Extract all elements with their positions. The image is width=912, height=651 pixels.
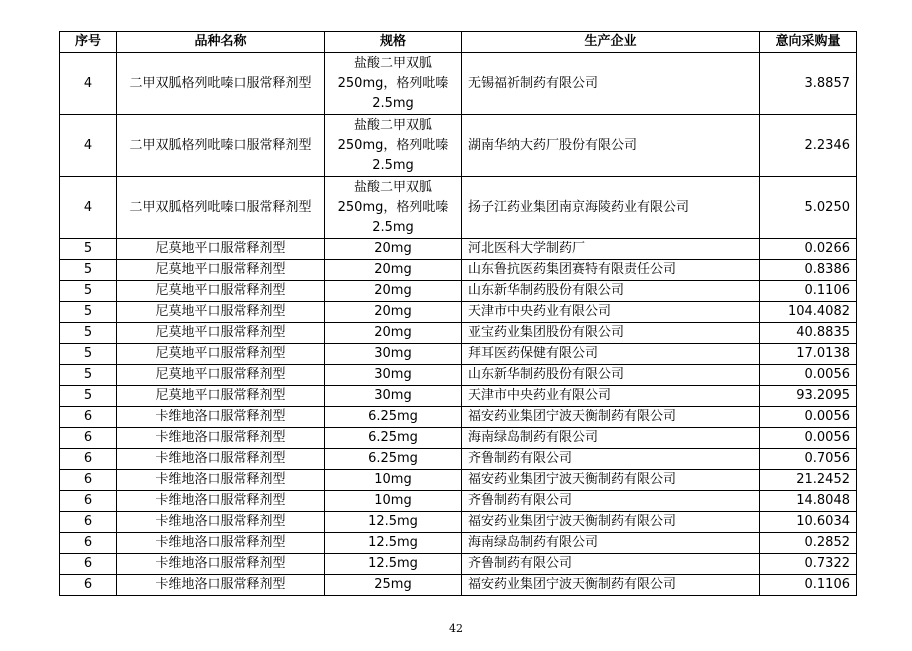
cell-product-name: 尼莫地平口服常释剂型 bbox=[117, 260, 325, 281]
table-row bbox=[60, 554, 857, 575]
cell-company: 福安药业集团宁波天衡制药有限公司 bbox=[462, 470, 760, 491]
page-number: 42 bbox=[449, 622, 463, 635]
cell-company: 湖南华纳大药厂股份有限公司 bbox=[462, 115, 760, 177]
cell-serial: 6 bbox=[60, 407, 117, 428]
cell-product-name: 尼莫地平口服常释剂型 bbox=[117, 365, 325, 386]
table-row bbox=[60, 365, 857, 386]
header-quantity: 意向采购量 bbox=[760, 32, 857, 53]
cell-spec: 10mg bbox=[325, 470, 462, 491]
cell-quantity: 104.4082 bbox=[760, 302, 857, 323]
cell-quantity: 0.1106 bbox=[760, 281, 857, 302]
cell-serial: 5 bbox=[60, 386, 117, 407]
cell-spec: 20mg bbox=[325, 260, 462, 281]
cell-product-name: 卡维地洛口服常释剂型 bbox=[117, 449, 325, 470]
cell-quantity: 93.2095 bbox=[760, 386, 857, 407]
cell-company: 亚宝药业集团股份有限公司 bbox=[462, 323, 760, 344]
cell-product-name: 尼莫地平口服常释剂型 bbox=[117, 302, 325, 323]
cell-spec: 盐酸二甲双胍250mg，格列吡嗪2.5mg bbox=[325, 177, 462, 239]
table-row bbox=[60, 239, 857, 260]
cell-company: 海南绿岛制药有限公司 bbox=[462, 533, 760, 554]
cell-serial: 4 bbox=[60, 177, 117, 239]
table-row bbox=[60, 512, 857, 533]
cell-serial: 5 bbox=[60, 239, 117, 260]
cell-quantity: 0.7322 bbox=[760, 554, 857, 575]
cell-serial: 4 bbox=[60, 115, 117, 177]
table-row bbox=[60, 386, 857, 407]
cell-quantity: 0.0056 bbox=[760, 428, 857, 449]
cell-spec: 盐酸二甲双胍250mg，格列吡嗪2.5mg bbox=[325, 115, 462, 177]
cell-company: 山东新华制药股份有限公司 bbox=[462, 281, 760, 302]
cell-company: 山东新华制药股份有限公司 bbox=[462, 365, 760, 386]
cell-company: 齐鲁制药有限公司 bbox=[462, 449, 760, 470]
cell-serial: 5 bbox=[60, 344, 117, 365]
cell-product-name: 卡维地洛口服常释剂型 bbox=[117, 533, 325, 554]
cell-quantity: 0.8386 bbox=[760, 260, 857, 281]
cell-product-name: 尼莫地平口服常释剂型 bbox=[117, 344, 325, 365]
cell-product-name: 二甲双胍格列吡嗪口服常释剂型 bbox=[117, 53, 325, 115]
cell-spec: 盐酸二甲双胍250mg，格列吡嗪2.5mg bbox=[325, 53, 462, 115]
cell-quantity: 0.1106 bbox=[760, 575, 857, 596]
cell-product-name: 尼莫地平口服常释剂型 bbox=[117, 323, 325, 344]
cell-product-name: 尼莫地平口服常释剂型 bbox=[117, 281, 325, 302]
cell-quantity: 0.0266 bbox=[760, 239, 857, 260]
cell-spec: 30mg bbox=[325, 365, 462, 386]
cell-company: 福安药业集团宁波天衡制药有限公司 bbox=[462, 407, 760, 428]
cell-serial: 6 bbox=[60, 428, 117, 449]
cell-spec: 25mg bbox=[325, 575, 462, 596]
cell-company: 无锡福祈制药有限公司 bbox=[462, 53, 760, 115]
table-row bbox=[60, 260, 857, 281]
cell-serial: 4 bbox=[60, 53, 117, 115]
cell-serial: 5 bbox=[60, 365, 117, 386]
cell-product-name: 卡维地洛口服常释剂型 bbox=[117, 470, 325, 491]
table-row bbox=[60, 533, 857, 554]
cell-quantity: 0.7056 bbox=[760, 449, 857, 470]
cell-quantity: 0.0056 bbox=[760, 365, 857, 386]
cell-quantity: 0.2852 bbox=[760, 533, 857, 554]
table-row bbox=[60, 407, 857, 428]
table-body bbox=[60, 53, 857, 596]
cell-quantity: 0.0056 bbox=[760, 407, 857, 428]
cell-product-name: 卡维地洛口服常释剂型 bbox=[117, 512, 325, 533]
cell-spec: 20mg bbox=[325, 281, 462, 302]
cell-quantity: 10.6034 bbox=[760, 512, 857, 533]
cell-company: 海南绿岛制药有限公司 bbox=[462, 428, 760, 449]
table-row bbox=[60, 428, 857, 449]
cell-serial: 5 bbox=[60, 302, 117, 323]
table-row bbox=[60, 281, 857, 302]
cell-serial: 5 bbox=[60, 260, 117, 281]
cell-company: 天津市中央药业有限公司 bbox=[462, 386, 760, 407]
table-row bbox=[60, 470, 857, 491]
cell-company: 天津市中央药业有限公司 bbox=[462, 302, 760, 323]
cell-serial: 6 bbox=[60, 470, 117, 491]
cell-serial: 6 bbox=[60, 449, 117, 470]
cell-product-name: 卡维地洛口服常释剂型 bbox=[117, 554, 325, 575]
cell-spec: 30mg bbox=[325, 344, 462, 365]
header-serial: 序号 bbox=[60, 32, 117, 53]
table-row bbox=[60, 323, 857, 344]
cell-spec: 12.5mg bbox=[325, 554, 462, 575]
cell-serial: 6 bbox=[60, 533, 117, 554]
cell-spec: 6.25mg bbox=[325, 428, 462, 449]
cell-spec: 20mg bbox=[325, 302, 462, 323]
table-row bbox=[60, 449, 857, 470]
cell-company: 福安药业集团宁波天衡制药有限公司 bbox=[462, 575, 760, 596]
cell-company: 拜耳医药保健有限公司 bbox=[462, 344, 760, 365]
cell-company: 山东鲁抗医药集团赛特有限责任公司 bbox=[462, 260, 760, 281]
cell-quantity: 14.8048 bbox=[760, 491, 857, 512]
cell-product-name: 尼莫地平口服常释剂型 bbox=[117, 386, 325, 407]
cell-quantity: 17.0138 bbox=[760, 344, 857, 365]
cell-spec: 6.25mg bbox=[325, 407, 462, 428]
cell-product-name: 卡维地洛口服常释剂型 bbox=[117, 428, 325, 449]
cell-spec: 20mg bbox=[325, 323, 462, 344]
cell-spec: 12.5mg bbox=[325, 533, 462, 554]
cell-serial: 6 bbox=[60, 575, 117, 596]
cell-company: 福安药业集团宁波天衡制药有限公司 bbox=[462, 512, 760, 533]
cell-serial: 5 bbox=[60, 323, 117, 344]
cell-product-name: 二甲双胍格列吡嗪口服常释剂型 bbox=[117, 115, 325, 177]
cell-company: 齐鲁制药有限公司 bbox=[462, 554, 760, 575]
table-row bbox=[60, 115, 857, 177]
cell-product-name: 卡维地洛口服常释剂型 bbox=[117, 491, 325, 512]
cell-company: 齐鲁制药有限公司 bbox=[462, 491, 760, 512]
cell-spec: 20mg bbox=[325, 239, 462, 260]
cell-serial: 6 bbox=[60, 512, 117, 533]
cell-serial: 5 bbox=[60, 281, 117, 302]
cell-product-name: 二甲双胍格列吡嗪口服常释剂型 bbox=[117, 177, 325, 239]
cell-serial: 6 bbox=[60, 491, 117, 512]
cell-quantity: 40.8835 bbox=[760, 323, 857, 344]
cell-product-name: 卡维地洛口服常释剂型 bbox=[117, 407, 325, 428]
cell-product-name: 卡维地洛口服常释剂型 bbox=[117, 575, 325, 596]
table-header-row bbox=[60, 32, 857, 53]
cell-quantity: 3.8857 bbox=[760, 53, 857, 115]
cell-quantity: 2.2346 bbox=[760, 115, 857, 177]
cell-spec: 6.25mg bbox=[325, 449, 462, 470]
cell-serial: 6 bbox=[60, 554, 117, 575]
cell-company: 扬子江药业集团南京海陵药业有限公司 bbox=[462, 177, 760, 239]
cell-product-name: 尼莫地平口服常释剂型 bbox=[117, 239, 325, 260]
cell-spec: 12.5mg bbox=[325, 512, 462, 533]
cell-spec: 10mg bbox=[325, 491, 462, 512]
table-row bbox=[60, 575, 857, 596]
procurement-table bbox=[59, 31, 857, 596]
table-row bbox=[60, 491, 857, 512]
header-company: 生产企业 bbox=[462, 32, 760, 53]
cell-spec: 30mg bbox=[325, 386, 462, 407]
header-spec: 规格 bbox=[325, 32, 462, 53]
cell-company: 河北医科大学制药厂 bbox=[462, 239, 760, 260]
table-row bbox=[60, 302, 857, 323]
table-row bbox=[60, 53, 857, 115]
cell-quantity: 5.0250 bbox=[760, 177, 857, 239]
table-row bbox=[60, 344, 857, 365]
cell-quantity: 21.2452 bbox=[760, 470, 857, 491]
table-row bbox=[60, 177, 857, 239]
header-product-name: 品种名称 bbox=[117, 32, 325, 53]
